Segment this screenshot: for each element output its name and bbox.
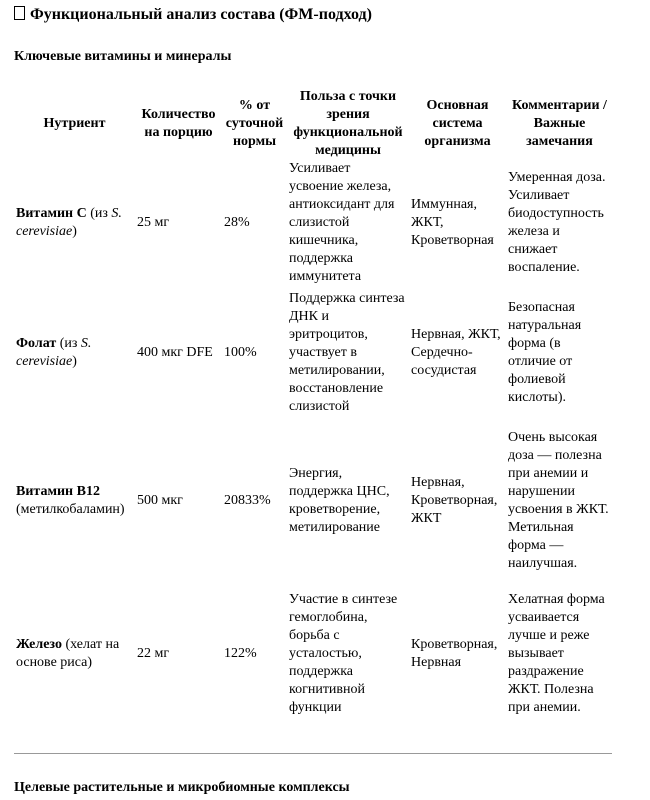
daily-value-cell: 28% [224, 215, 250, 230]
nutrient-source: (метилкобаламин) [16, 502, 125, 517]
missing-glyph-icon [14, 6, 25, 20]
nutrient-name: Витамин B12 [16, 484, 100, 499]
nutrient-cell [14, 420, 135, 582]
nutrient-cell [14, 582, 135, 726]
amount-cell: 22 мг [137, 646, 170, 661]
header-daily-value: % от суточной нормы [225, 98, 284, 149]
nutrient-table [14, 88, 613, 726]
page-title [14, 6, 372, 24]
header-amount: Количество на порцию [141, 107, 216, 140]
nutrient-name: Железо [16, 637, 62, 652]
nutrient-source: (из [86, 206, 112, 221]
system-cell: Нервная, ЖКТ, Сердечно-сосудистая [411, 327, 501, 378]
header-nutrient: Нутриент [43, 116, 106, 131]
amount-cell: 400 мкг DFE [137, 345, 213, 360]
system-cell: Иммунная, ЖКТ, Кроветворная [411, 197, 494, 248]
daily-value-cell: 100% [224, 345, 257, 360]
amount-cell: 500 мкг [137, 493, 183, 508]
comment-cell: Безопасная натуральная форма (в отличие от фолиевой кислоты). [508, 300, 582, 405]
comment-cell: Хелатная форма усваивается лучше и реже вызывает раздражение ЖКТ. Полезна при анемии. [508, 592, 605, 715]
table-row [14, 160, 613, 286]
nutrient-cell [14, 286, 135, 420]
nutrient-source-species: S. cerevisiae [16, 206, 122, 239]
benefit-cell: Энергия, поддержка ЦНС, кроветворение, метилирование [289, 466, 390, 535]
daily-value-cell: 122% [224, 646, 257, 661]
header-comments: Комментарии / Важные замечания [512, 98, 607, 149]
header-benefit: Польза с точки зрения функциональной медицины [293, 89, 403, 158]
horizontal-divider [14, 753, 612, 754]
benefit-cell: Участие в синтезе гемоглобина, борьба с усталостью, поддержка когнитивной функции [289, 592, 398, 715]
nutrient-source: (из [56, 336, 81, 351]
section-heading-vitamins: Ключевые витамины и минералы [14, 49, 232, 64]
nutrient-source-close: ) [72, 354, 77, 369]
table-header-row [14, 88, 613, 160]
page-title-text: Функциональный анализ состава (ФМ-подход) [30, 6, 372, 23]
benefit-cell: Усиливает усвоение железа, антиоксидант для слизистой кишечника, поддержка иммунитета [289, 161, 395, 284]
table-row [14, 582, 613, 726]
comment-cell: Умеренная доза. Усиливает биодоступность железа и снижает воспаление. [508, 170, 606, 275]
table-row [14, 420, 613, 582]
daily-value-cell: 20833% [224, 493, 271, 508]
system-cell: Кроветворная, Нервная [411, 637, 498, 670]
nutrient-name: Фолат [16, 336, 57, 351]
section-heading-complexes: Целевые растительные и микробиомные комплексы [14, 780, 350, 795]
header-system: Основная система организма [424, 98, 491, 149]
nutrient-source-close: ) [72, 224, 77, 239]
benefit-cell: Поддержка синтеза ДНК и эритроцитов, участвует в метилировании, восстановление слизистой [289, 291, 405, 414]
nutrient-source: (хелат на основе риса) [16, 637, 120, 670]
nutrient-name: Витамин C [16, 206, 87, 221]
nutrient-cell [14, 160, 135, 286]
nutrient-source-species: S. cerevisiae [16, 336, 92, 369]
amount-cell: 25 мг [137, 215, 170, 230]
comment-cell: Очень высокая доза — полезна при анемии и нарушении усвоения в ЖКТ. Метильная форма — наилучшая. [508, 430, 609, 571]
table-row [14, 286, 613, 420]
system-cell: Нервная, Кроветворная, ЖКТ [411, 475, 498, 526]
